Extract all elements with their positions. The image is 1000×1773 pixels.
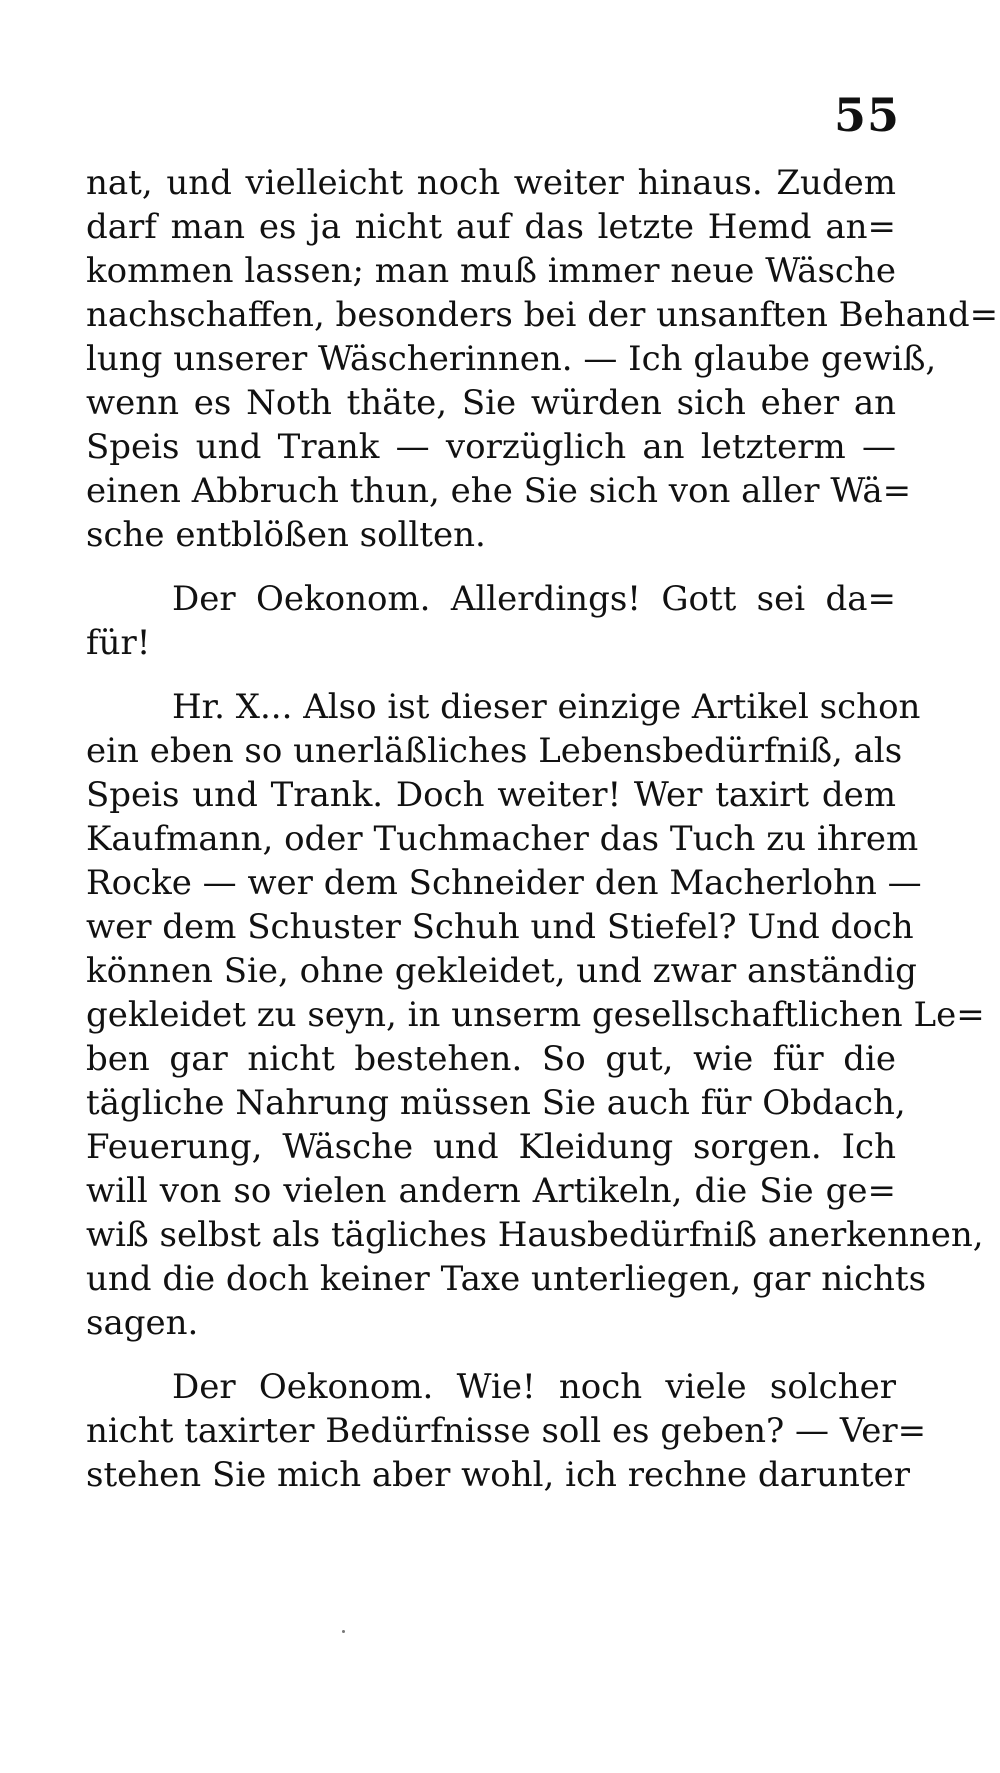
text-line: Speis und Trank — vorzüglich an letzterm — (86, 427, 896, 467)
text-line: Kaufmann, oder Tuchmacher das Tuch zu ihrem (86, 819, 919, 859)
text-line: kommen lassen; man muß immer neue Wäsche (86, 251, 896, 291)
text-line: für! (86, 623, 151, 663)
text-line: nicht taxirter Bedürfnisse soll es geben? — Ver= (86, 1411, 927, 1451)
text-line: wenn es Noth thäte, Sie würden sich eher an (86, 383, 896, 423)
text-line: wer dem Schuster Schuh und Stiefel? Und doch (86, 907, 914, 947)
text-line: will von so vielen andern Artikeln, die Sie ge= (86, 1171, 896, 1211)
text-line: sche entblößen sollten. (86, 515, 486, 555)
text-line: nat, und vielleicht noch weiter hinaus. Zudem (86, 163, 896, 203)
text-line: lung unserer Wäscherinnen. — Ich glaube gewiß, (86, 339, 937, 379)
page-number: 55 (833, 88, 900, 142)
text-line: Feuerung, Wäsche und Kleidung sorgen. Ich (86, 1127, 896, 1167)
speaker-line: Der Oekonom. Wie! noch viele solcher (172, 1367, 896, 1407)
text-line: und die doch keiner Taxe unterliegen, gar nichts (86, 1259, 927, 1299)
text-line: gekleidet zu seyn, in unserm gesellschaftlichen Le= (86, 995, 985, 1035)
text-line: Rocke — wer dem Schneider den Macherlohn — (86, 863, 922, 903)
text-line: Speis und Trank. Doch weiter! Wer taxirt dem (86, 775, 896, 815)
text-line: stehen Sie mich aber wohl, ich rechne darunter (86, 1455, 910, 1495)
text-line: sagen. (86, 1303, 199, 1343)
speaker-line: Hr. X... Also ist dieser einzige Artikel schon (172, 687, 921, 727)
text-line: ein eben so unerläßliches Lebensbedürfniß, als (86, 731, 903, 771)
print-speck (342, 1630, 345, 1633)
text-line: darf man es ja nicht auf das letzte Hemd an= (86, 207, 896, 247)
text-line: tägliche Nahrung müssen Sie auch für Obdach, (86, 1083, 906, 1123)
text-line: können Sie, ohne gekleidet, und zwar anständig (86, 951, 917, 991)
speaker-line: Der Oekonom. Allerdings! Gott sei da= (172, 579, 896, 619)
text-line: einen Abbruch thun, ehe Sie sich von aller Wä= (86, 471, 912, 511)
text-line: ben gar nicht bestehen. So gut, wie für die (86, 1039, 896, 1079)
text-line: wiß selbst als tägliches Hausbedürfniß anerkennen, (86, 1215, 984, 1255)
text-line: nachschaffen, besonders bei der unsanften Behand= (86, 295, 999, 335)
